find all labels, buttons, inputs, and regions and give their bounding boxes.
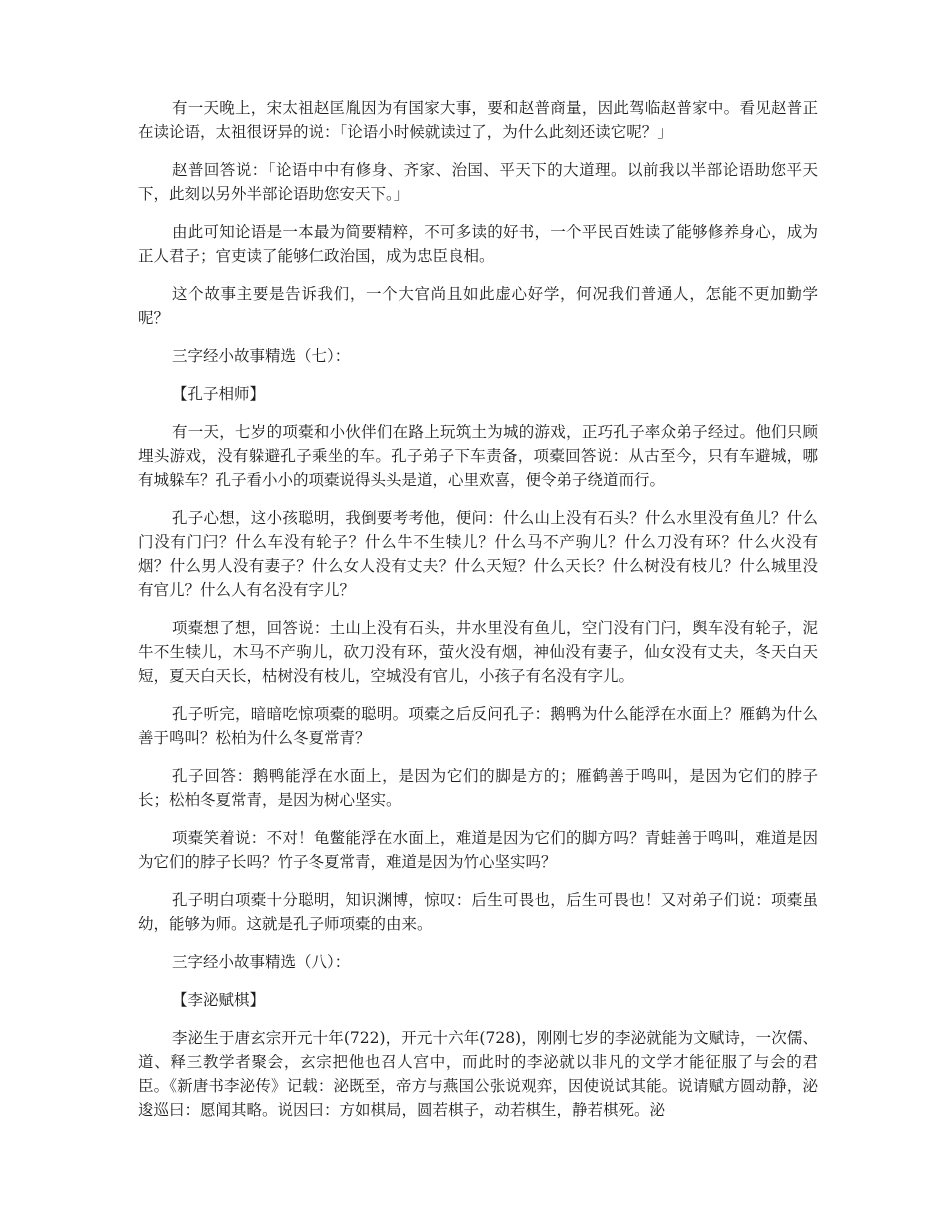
- paragraph: 有一天，七岁的项橐和小伙伴们在路上玩筑土为城的游戏，正巧孔子率众弟子经过。他们只顾埋头游戏，没有躲避孔子乘坐的车。孔子弟子下车责备，项橐回答说：从古至今，只有车避城，哪有城躲车？孔子看小小的项橐说得头头是道，心里欢喜，便令弟子绕道而行。: [138, 423, 818, 489]
- document-body: [138, 96, 818, 1136]
- section-heading: 三字经小故事精选（八）：: [172, 953, 351, 971]
- paragraph: 孔子回答：鹅鸭能浮在水面上，是因为它们的脚是方的；雁鹤善于鸣叫，是因为它们的脖子长；松柏冬夏常青，是因为树心坚实。: [138, 767, 818, 809]
- paragraph: 赵普回答说：「论语中中有修身、齐家、治国、平天下的大道理。以前我以半部论语助您平天下，此刻以另外半部论语助您安天下。」: [138, 161, 818, 203]
- paragraph: 孔子明白项橐十分聪明，知识渊博，惊叹：后生可畏也，后生可畏也！又对弟子们说：项橐虽幼，能够为师。这就是孔子师项橐的由来。: [138, 891, 818, 933]
- paragraph: 孔子听完，暗暗吃惊项橐的聪明。项橐之后反问孔子：鹅鸭为什么能浮在水面上？雁鹤为什么善于鸣叫？松柏为什么冬夏常青？: [138, 705, 818, 747]
- story-title: 【孔子相师】: [172, 385, 266, 403]
- paragraph: 有一天晚上，宋太祖赵匡胤因为有国家大事，要和赵普商量，因此驾临赵普家中。看见赵普正在读论语，太祖很讶异的说：「论语小时候就读过了，为什么此刻还读它呢？」: [138, 99, 818, 141]
- story-title: 【李泌赋棋】: [172, 991, 266, 1009]
- section-heading: 三字经小故事精选（七）：: [172, 347, 351, 365]
- paragraph: 孔子心想，这小孩聪明，我倒要考考他，便问：什么山上没有石头？什么水里没有鱼儿？什么门没有门闩？什么车没有轮子？什么牛不生犊儿？什么马不产驹儿？什么刀没有环？什么火没有烟？什么男人没有妻子？什么女人没有丈夫？什么天短？什么天长？什么树没有枝儿？什么城里没有官儿？什么人有名没有字儿？: [138, 509, 818, 599]
- paragraph: 项橐笑着说：不对！龟鳖能浮在水面上，难道是因为它们的脚方吗？青蛙善于鸣叫，难道是因为它们的脖子长吗？竹子冬夏常青，难道是因为竹心坚实吗？: [138, 829, 818, 871]
- paragraph: 由此可知论语是一本最为简要精粹，不可多读的好书，一个平民百姓读了能够修养身心，成为正人君子；官吏读了能够仁政治国，成为忠臣良相。: [138, 223, 818, 265]
- paragraph: 项橐想了想，回答说：土山上没有石头，井水里没有鱼儿，空门没有门闩，舆车没有轮子，泥牛不生犊儿，木马不产驹儿，砍刀没有环，萤火没有烟，神仙没有妻子，仙女没有丈夫，冬天白天短，夏天白天长，枯树没有枝儿，空城没有官儿，小孩子有名没有字儿。: [138, 619, 818, 685]
- paragraph: 李泌生于唐玄宗开元十年(722)，开元十六年(728)，刚刚七岁的李泌就能为文赋诗，一次儒、道、释三教学者聚会，玄宗把他也召人宫中，而此时的李泌就以非凡的文学才能征服了与会的君臣。《新唐书李泌传》记载：泌既至，帝方与燕国公张说观弈，因使说试其能。说请赋方圆动静，泌逡巡曰：愿闻其略。说因曰：方如棋局，圆若棋子，动若棋生，静若棋死。泌: [138, 1029, 818, 1119]
- paragraph: 这个故事主要是告诉我们，一个大官尚且如此虚心好学，何况我们普通人，怎能不更加勤学呢？: [138, 285, 818, 327]
